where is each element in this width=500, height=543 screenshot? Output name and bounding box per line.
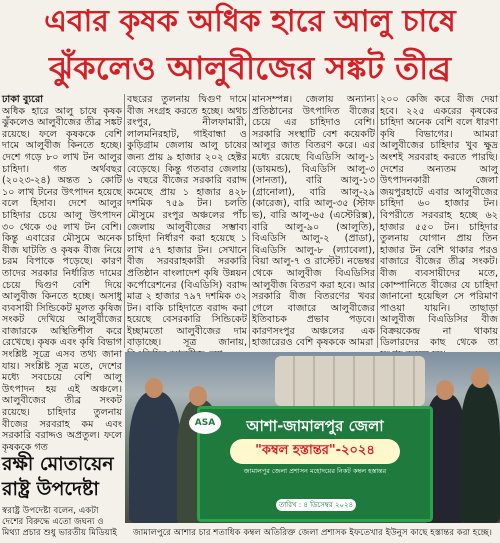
news-photo: [125, 352, 500, 523]
banner-event-name: "কম্বল হস্তান্তর"-২০২৪: [230, 439, 400, 464]
person-face: [145, 378, 163, 398]
column-divider: [377, 94, 378, 348]
person: [129, 392, 181, 523]
banner-subtitle: জামালপুর জেলা প্রশাসন মহোদয়ের নিকট কম্বল হস্তান্তর: [243, 467, 387, 475]
banner-title: আশা-জামালপুর জেলা: [246, 417, 384, 435]
person-face: [436, 380, 454, 400]
banner-date: তারিখ : ৪ ডিসেম্বর ২০২৪: [276, 499, 356, 511]
event-banner: [197, 406, 433, 522]
article-column-2: [127, 94, 247, 348]
sidebar-headline: রক্ষী মোতায়েন রাষ্ট্র উপদেষ্টা: [2, 453, 114, 500]
person-face: [189, 386, 207, 406]
headline-line-1: এবার কৃষক অধিক হারে আলু চাষে: [44, 4, 456, 39]
asa-logo: ASA: [189, 412, 221, 434]
article-column-4: [380, 94, 498, 348]
column-divider: [124, 94, 125, 348]
article-text-4: ২০০ কেজি করে বীজ দেয়া হবে। ২২৫ একরের কৃষকের চাহিদা অনেক বেশি বলে ধারণা কৃষি বিভাগের। আমরা আলুবীজের চাহিদার খুব ক্ষুদ্র অংশই সরবরাহ করতে পারছি। দেশের অন্যতম আলু উৎপাদনকারী জেলা জয়পুরহাটে এবার আলুবীজের চাহিদা ৬০ হাজার টন। বিপরীতে সরবরাহ হচ্ছে ৬২ হাজার ৫৫০ টন। চাহিদার তুলনায় যোগান প্রায় তিন হাজার টন বেশি থাকার পরও বাজারে বীজের তীব্র সংকট। বীজ ব্যবসায়ীদের মতে, কোম্পানিতে বীজের যে চাহিদা জানানো হয়েছিল সে পরিমাণ পাওয়া যায়নি। তাছাড়া আলুবীজ বিএডিসির বীজ বিক্রয়কেন্দ্র না থাকায় ডিলারদের কাছ থেকে তা: [380, 94, 498, 349]
article-text-1: অধিক হারে আলু চাষে কৃষক ঝুঁকলেও আলুবীজের তীব্র সঙ্কট রয়েছে। ফলে কৃষককে বেশি দামে আলুবীজ কিনতে হচ্ছে। দেশে গড়ে ৮০ লাখ টন আলুর চাহিদা। গত অর্থবছর (২০২৩-২৪) অন্তত ১ কোটি ১০ লাখ টনের উৎপাদন হয়েছে বলে হিসাব। দেশে আলুর চাহিদার চেয়ে আলু উৎপাদন ৩০ থেকে ৩৫ লাখ টন বেশি। কিন্তু এবারের মৌসুমে অনেক বীজ ঘাটতি ও কৃষক বীজ নিয়ে চরম বিপাকে পড়েছে। কারণ তাদের সরকার নির্ধারিত দামের চেয়ে দ্বিগুণ বেশি দিয়ে আলুবীজ কিনতে হচ্ছে। অসাধু ব্যবসায়ী সিন্ডিকেট মূলত কৃষিজ সংকট দেখিয়ে আলুবীজের বাজারকে অস্থিতিশীল করে রেখেছে। কৃষক এবং কৃষি বিভাগ সংশ্লিষ্ট সূত্রে এসব তথ্য জানা যায়। সংশ্লিষ্ট সূত্র মতে, দেশের মধ্যে সবচেয়ে বেশি আলু উৎপাদন হয় এই অঞ্চলে। আলুবীজের তীব্র সংকট রয়েছে। চাহিদার তুলনায় বীজের সরবরাহ কম এবং সরকারি বরাদ্দও অপ্রতুল। ফলে কৃষককে গত: [2, 105, 122, 453]
photo-caption: জামালপুরে আশার চার শতাধিক কম্বল অতিরিক্ত জেলা প্রশাসক ইফতেখার ইউনুস কাছে হস্তান্তর করা হচ্ছে।: [133, 528, 492, 538]
sidebar-body: স্বরাষ্ট্র উপদেষ্টা বলেন, একটা দেশের বিরুদ্ধে এতো জঘন্য ও মিথ্যা প্রচার শুধু ভারতীয় মিডিয়াই: [2, 506, 117, 538]
article-column-1: [2, 94, 122, 453]
article-text-2: বছরের তুলনায় দ্বিগুণ দামে বীজ সংগ্রহ করতে হচ্ছে। অথচ রংপুর, নীলফামারী, লালমনিরহাট, গাইবান্ধা ও কুড়িগ্রাম জেলায় আলু চাষের জন্য প্রায় ৯ হাজার ২০২ হেক্টর বেড়েছে। কিন্তু গতবার জেলায় ৬ বছরে বীজের সরকারি বরাদ্দ কমেছে প্রায় ১ হাজার ৪২৮ দশমিক ৭৫৯ টন। চলতি মৌসুমে রংপুর অঞ্চলের পাঁচ জেলায় আলুবীজের সম্ভাব্য চাহিদা নির্ধারণ করা হয়েছে ১ লাখ ৫৭ হাজার টন। সেখানে বীজ সরবরাহকারী সরকারি প্রতিষ্ঠান বাংলাদেশ কৃষি উন্নয়ন কর্পোরেশনের (বিএডিসি) বরাদ্দ মাত্র ২ হাজার ৭৯৭ দশমিক ৩২ টন। বাকি চাহিদাতে বরাদ্দ করা হয়েছে বেসরকারি সিন্ডিকেট ইচ্ছামতো আলুবীজের দাম বাড়াচ্ছে। সূত্র জানায়,: [127, 94, 247, 349]
person: [460, 382, 500, 523]
person-face: [471, 368, 489, 388]
headline-line-2: ঝুঁকলেও আলুবীজের সঙ্কট তীব্র: [48, 49, 452, 87]
article-column-3: [252, 94, 375, 348]
dateline: ঢাকা ব্যুরো: [2, 94, 44, 105]
article-text-3: মানসম্পন্ন। জেলায় অন্যান্য প্রতিষ্ঠানের উৎপাদিত বীজের চেয়ে এর চাহিদাও বেশি। সরকারি সংস্থাটি বেশ কয়েকটি আলুর জাত বিতরণ করে। এর মধ্যে রয়েছে বিএডিসি আলু-১ (ডায়মন্ড), বিএডিসি আলু-৩ (সানতা), বারি আলু-১৩ (গ্রানোলা), বারি আলু-২৯ (কারেজ), বারি আলু-৩৫ (স্টাফ ভ), বারি আলু-৬৫ (এস্টেরিক্স), বারি আলু-৯০ (আলুতি), বিএডিসি আলু-২ (প্রাডা), বিএডিসি আলু-৮ (ল্যাবেলা), বিয়া আলু-৭ ও রাস্টেট। নভেম্বর থেকে আলুবীজ বিএডিসির আলুবীজ বিতরণ করা হবে। আর সরকারি বীজ বিতরণের খবর গেলে বাজারে আলুবীজের ইতিবাচক প্রভাব পড়বে। কারণসংপুর অঞ্চলের এক হাজারেরও বেশি কৃষককে আমরা: [252, 94, 375, 349]
blanket-stack: [275, 356, 425, 406]
column-divider: [249, 94, 250, 348]
